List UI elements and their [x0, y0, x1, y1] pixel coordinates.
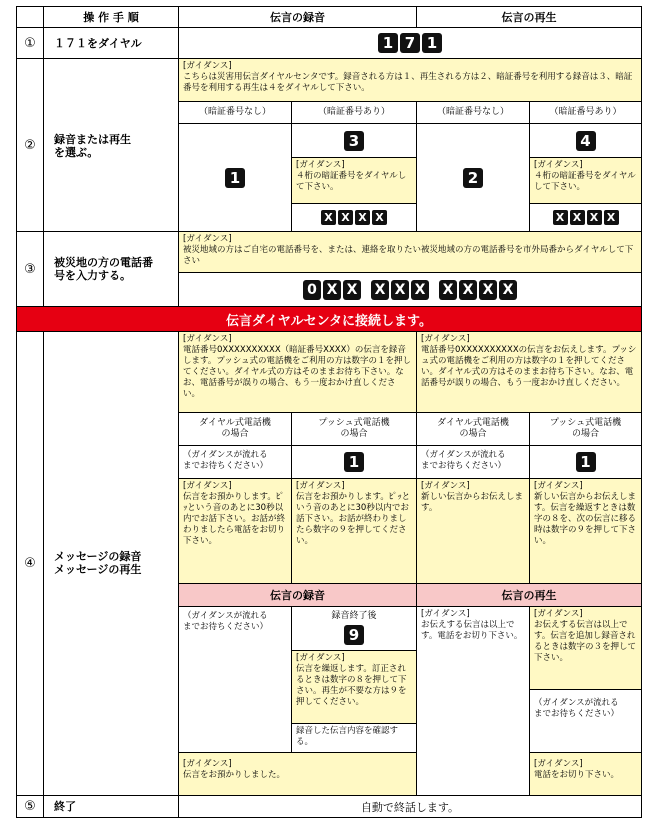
play-wait: （ガイダンスが流れる までお待ちください） — [529, 689, 642, 753]
header-steps: 操 作 手 順 — [43, 6, 179, 28]
step-4-number: ④ — [16, 331, 44, 796]
rec-end-label: 録音終了後 — [331, 610, 377, 621]
x-key: X — [372, 210, 387, 225]
x-key: X — [343, 280, 361, 300]
play-pin-xxxx — [529, 203, 642, 232]
play-guidance: [ガイダンス] 電話番号0XXXXXXXXXXの伝言をお伝えします。プッシュ式の電話機をご利用の方は数字の１を押してください。ダイヤル式の方はそのままお待ち下さい。なお、電話番号が誤りの場合、もう一度おかけ直しください。 — [416, 331, 642, 413]
x-key: X — [355, 210, 370, 225]
rec-wait-2: （ガイダンスが流れる までお待ちください） — [178, 606, 292, 753]
rec-push-type: プッシュ式電話機 の場合 — [291, 412, 417, 446]
step-5-label: 終了 — [43, 795, 179, 818]
x-key: X — [570, 210, 585, 225]
x-key: X — [479, 280, 497, 300]
play-hangup-guidance: [ガイダンス] 電話をお切り下さい。 — [529, 752, 642, 796]
rec-confirm-guidance: [ガイダンス] 伝言を繰返します。訂正されるときは数字の８を押して下さい。再生が不要な方は９を押してください。 — [291, 650, 417, 724]
key-0: 0 — [303, 280, 321, 300]
key-1: 1 — [225, 168, 245, 188]
step-5-number: ⑤ — [16, 795, 44, 818]
play-push-guidance: [ガイダンス] 新しい伝言からお伝えします。伝言を繰返すときは数字の８を、次の伝言に移る時は数字の９を押して下さい。 — [529, 478, 642, 584]
play-with-pin: （暗証番号あり） — [529, 101, 642, 124]
rec-no-pin-key — [178, 123, 292, 232]
x-key: X — [587, 210, 602, 225]
play-push-key — [529, 445, 642, 479]
x-key: X — [459, 280, 477, 300]
key-7: 7 — [400, 33, 420, 53]
x-key: X — [499, 280, 517, 300]
key-1b: 1 — [422, 33, 442, 53]
key-1: 1 — [344, 452, 364, 472]
key-3: 3 — [344, 131, 364, 151]
x-key: X — [439, 280, 457, 300]
x-key: X — [604, 210, 619, 225]
step-3-label: 被災地の方の電話番 号を入力する。 — [43, 231, 179, 307]
x-key: X — [321, 210, 336, 225]
phone-number-keys — [178, 272, 642, 307]
step-2-label: 録音または再生 を選ぶ。 — [43, 58, 179, 232]
play-add-guidance: [ガイダンス] お伝えする伝言は以上です。伝言を追加し録音されるときは数字の３を押して下さい。 — [529, 606, 642, 690]
rec-end-box — [291, 606, 417, 651]
rec-no-pin: （暗証番号なし） — [178, 101, 292, 124]
x-key: X — [371, 280, 389, 300]
dial-171 — [178, 27, 642, 59]
play-dial-type: ダイヤル式電話機 の場合 — [416, 412, 530, 446]
section-record: 伝言の録音 — [178, 583, 417, 607]
play-push-type: プッシュ式電話機 の場合 — [529, 412, 642, 446]
x-key: X — [323, 280, 341, 300]
header-record: 伝言の録音 — [178, 6, 417, 28]
key-1: 1 — [576, 452, 596, 472]
step-1-number: ① — [16, 27, 44, 59]
section-play: 伝言の再生 — [416, 583, 642, 607]
x-key: X — [338, 210, 353, 225]
rec-with-pin: （暗証番号あり） — [291, 101, 417, 124]
rec-confirmed: 録音した伝言内容を確認する。 — [291, 723, 417, 753]
connect-banner: 伝言ダイヤルセンタに接続します。 — [16, 306, 642, 332]
play-no-pin: （暗証番号なし） — [416, 101, 530, 124]
rec-dial-guidance: [ガイダンス] 伝言をお預かりします。ﾋﾟｯという音のあとに30秒以内でお話下さい。お話が終わりましたら電話をお切り下さい。 — [178, 478, 292, 584]
rec-pin-xxxx — [291, 203, 417, 232]
step-5-text: 自動で終話します。 — [178, 795, 642, 818]
rec-guidance: [ガイダンス] 電話番号0XXXXXXXXXX（暗証番号XXXX）の伝言を録音します。プッシュ式の電話機をご利用の方は数字の１を押してください。ダイヤル式の方はそのままお待ち下さい。なお、電話番号が誤りの場合、もう一度おかけ直しください。 — [178, 331, 417, 413]
step-4-label: メッセージの録音 メッセージの再生 — [43, 331, 179, 796]
step-2-number: ② — [16, 58, 44, 232]
header-play: 伝言の再生 — [416, 6, 642, 28]
rec-pin-guidance: [ガイダンス] ４桁の暗証番号をダイヤルして下さい。 — [291, 157, 417, 204]
step-1-label: １７１をダイヤル — [43, 27, 179, 59]
step-2-guidance: [ガイダンス] こちらは災害用伝言ダイヤルセンタです。録音される方は１、再生される方は２、暗証番号を利用する録音は３、暗証番号を利用する再生は４をダイヤルして下さい。 — [178, 58, 642, 102]
step-3-guidance: [ガイダンス] 被災地域の方はご自宅の電話番号を、または、連絡を取りたい被災地域の方の電話番号を市外局番からダイヤルして下さい — [178, 231, 642, 273]
rec-push-guidance: [ガイダンス] 伝言をお預かりします。ﾋﾟｯという音のあとに30秒以内でお話下さい。お話が終わりましたら数字の９を押してください。 — [291, 478, 417, 584]
rec-pin-key — [291, 123, 417, 158]
x-key: X — [553, 210, 568, 225]
play-dial-guidance: [ガイダンス] 新しい伝言からお伝えします。 — [416, 478, 530, 584]
play-end-guidance: [ガイダンス] お伝えする伝言は以上です。電話をお切り下さい。 — [416, 606, 530, 796]
rec-dial-wait: （ガイダンスが流れる までお待ちください） — [178, 445, 292, 479]
key-9: 9 — [344, 625, 364, 645]
rec-push-key — [291, 445, 417, 479]
rec-dial-type: ダイヤル式電話機 の場合 — [178, 412, 292, 446]
rec-kept-guidance: [ガイダンス] 伝言をお預かりしました。 — [178, 752, 417, 796]
play-pin-key — [529, 123, 642, 158]
key-2: 2 — [463, 168, 483, 188]
step-3-number: ③ — [16, 231, 44, 307]
rec-end-key — [292, 625, 416, 645]
play-no-pin-key — [416, 123, 530, 232]
x-key: X — [391, 280, 409, 300]
header-num — [16, 6, 44, 28]
play-dial-wait: （ガイダンスが流れる までお待ちください） — [416, 445, 530, 479]
play-pin-guidance: [ガイダンス] ４桁の暗証番号をダイヤルして下さい。 — [529, 157, 642, 204]
key-4: 4 — [576, 131, 596, 151]
x-key: X — [411, 280, 429, 300]
key-1: 1 — [378, 33, 398, 53]
